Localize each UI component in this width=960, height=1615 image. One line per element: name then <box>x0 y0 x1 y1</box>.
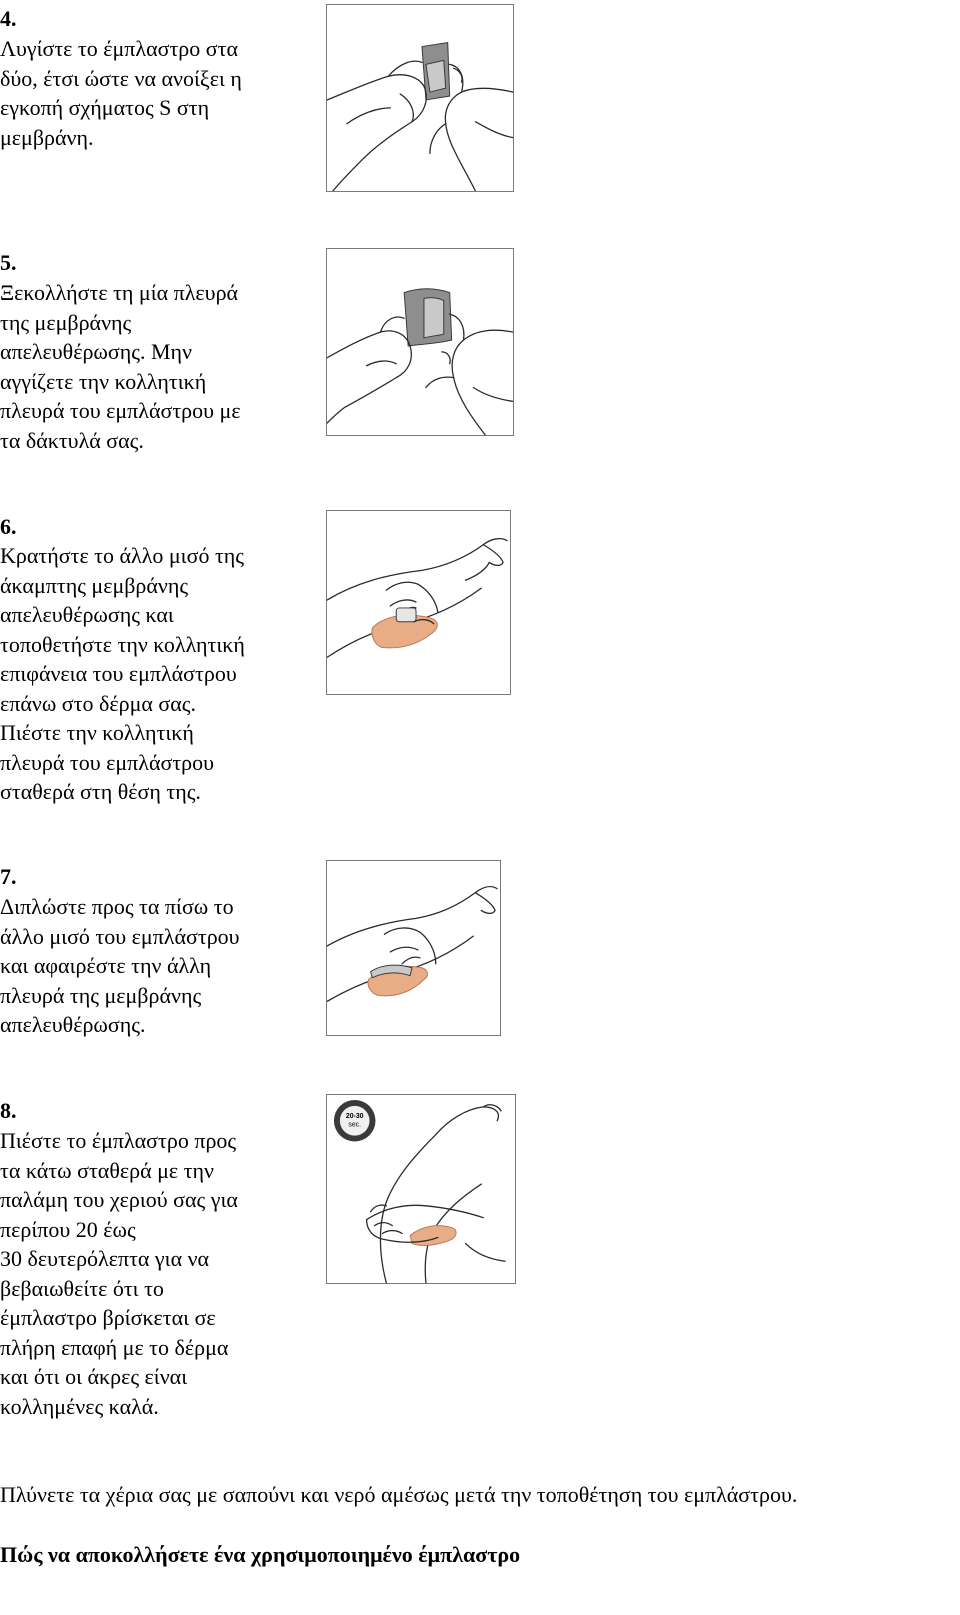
arm-removing-liner-illustration <box>326 860 501 1036</box>
step-text: Κρατήστε το άλλο μισό της άκαμπτης μεμβράνης απελευθέρωσης και τοποθετήστε την κολλητική επιφάνεια του εμπλάστρου επάνω στο δέρμα σας. Πιέστε την κολλητική πλευρά του εμπλάστρου σταθερά στη θέση της. <box>0 543 245 804</box>
svg-text:sec.: sec. <box>348 1121 362 1129</box>
hands-peeling-liner-illustration <box>326 248 514 436</box>
palm-pressing-patch-illustration <box>326 1094 516 1284</box>
timer-icon <box>334 1100 376 1142</box>
step-text: Διπλώστε προς τα πίσω το άλλο μισό του εμπλάστρου και αφαιρέστε την άλλη πλευρά της μεμβράνης απελευθέρωσης. <box>0 894 240 1037</box>
section-heading: Πώς να αποκολλήσετε ένα χρησιμοποιημένο έμπλαστρο <box>0 1542 521 1567</box>
step-number: 8. <box>0 1098 17 1123</box>
step-number: 6. <box>0 514 17 539</box>
timer-label: 20-30 <box>345 1112 364 1120</box>
step-text: Λυγίστε το έμπλαστρο στα δύο, έτσι ώστε να ανοίξει η εγκοπή σχήματος S στη μεμβράνη. <box>0 36 242 150</box>
hands-bending-patch-illustration <box>326 4 514 192</box>
step-number: 5. <box>0 250 17 275</box>
step-number: 7. <box>0 864 17 889</box>
step-text: Ξεκολλήστε τη μία πλευρά της μεμβράνης απελευθέρωσης. Μην αγγίζετε την κολλητική πλευρά του εμπλάστρου με τα δάκτυλά σας. <box>0 280 241 453</box>
step-text: Πιέστε το έμπλαστρο προς τα κάτω σταθερά με την παλάμη του χεριού σας για περίπου 20 έως 30 δευτερόλεπτα για να βεβαιωθείτε ότι το έμπλαστρο βρίσκεται σε πλήρη επαφή με το δέρμα και ότι οι άκρες είναι κολλημένες καλά. <box>0 1128 238 1419</box>
instruction-text: Πλύνετε τα χέρια σας με σαπούνι και νερό αμέσως μετά την τοποθέτηση του εμπλάστρου. <box>0 1482 798 1507</box>
step-number: 4. <box>0 6 17 31</box>
arm-applying-patch-illustration <box>326 510 511 695</box>
